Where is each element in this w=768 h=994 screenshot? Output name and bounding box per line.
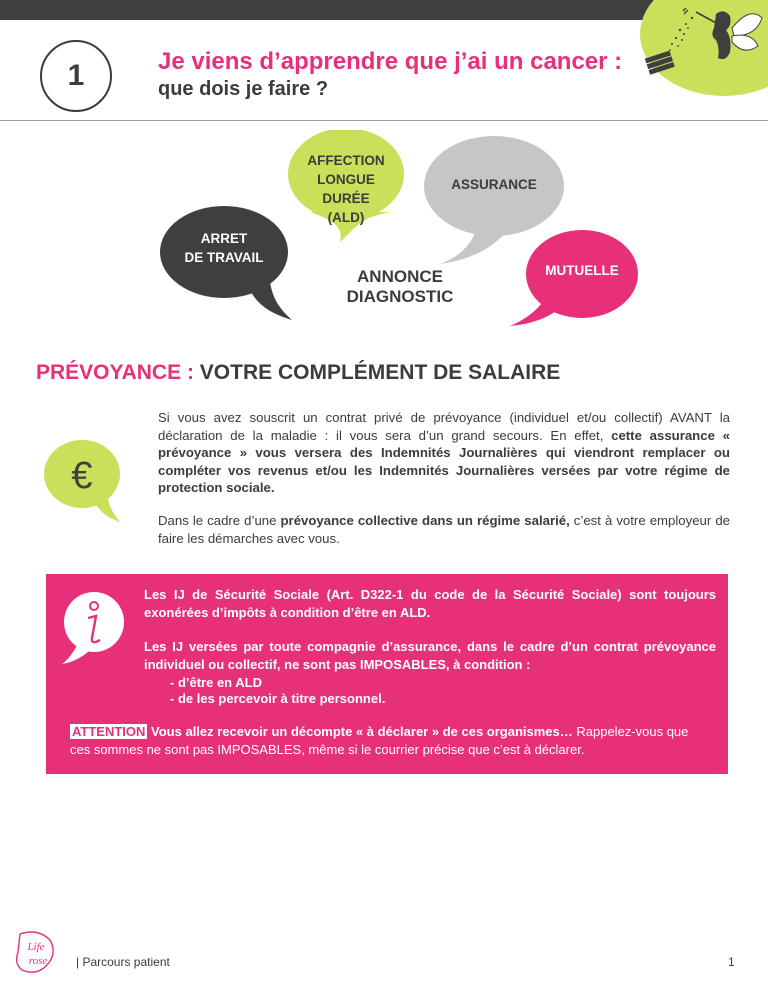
life-rose-logo [16,930,56,976]
attention-note [70,723,710,759]
p2-bold: prévoyance collective dans un régime salarié, [280,513,570,528]
attention-tag: ATTENTION [72,724,146,739]
section-title [36,361,560,385]
p1-text: Si vous avez souscrit un contrat privé de prévoyance (individuel et/ou collectif) AVANT la déclaration de la maladie : il vous sera d’un grand secours. En effet, [158,410,730,443]
bubble-ald [296,151,396,227]
info-paragraph-2: Les IJ versées par toute compagnie d’assurance, dans le cadre d’un contrat prévoyance individuel ou collectif, ne sont pas IMPOSABLES, à condition : [144,639,716,672]
euro-icon [36,430,132,526]
annonce-line-2: DIAGNOSTIC [346,287,454,306]
info-paragraph-1: Les IJ de Sécurité Sociale (Art. D322-1 du code de la Sécurité Sociale) sont toujours exonérées d’impôts à condition d’être en ALD. [144,587,716,620]
fairy-illustration [640,0,768,100]
section-title-dark: VOTRE COMPLÉMENT DE SALAIRE [199,361,561,384]
step-number: 1 [67,59,85,92]
logo-line-1: Life [27,941,45,953]
bubble-arret-travail [164,229,284,267]
p1-bold: cette assurance « prévoyance » vous versera des Indemnités Journalières qui viendront remplacer ou compléter vos revenus et/ou les Indemnités Journalières versées par votre régime de protection sociale. [158,427,730,495]
prevoyance-paragraph-1 [158,409,730,497]
attention-rest: Rappelez-vous que ces sommes ne sont pas IMPOSABLES, même si le courrier précise que c’est à déclarer. [70,724,689,757]
bubble-mutuelle: MUTUELLE [545,263,619,278]
bubble-arret-line-1: ARRET [200,231,248,246]
bubble-ald-line-2: LONGUE [317,172,375,187]
header-divider [0,120,768,121]
bubble-arret-line-2: DE TRAVAIL [184,250,264,265]
euro-symbol: € [71,455,93,497]
prevoyance-paragraph-2 [158,512,730,547]
page-subtitle: que dois je faire ? [158,78,329,100]
info-box [46,574,728,774]
annonce-diagnostic [330,267,470,307]
bubble-ald-line-3: DURÉE [322,191,370,206]
logo-line-2: rose [28,955,48,967]
speech-bubbles [0,130,768,330]
section-title-pink: PRÉVOYANCE : [36,361,194,384]
footer-label: | Parcours patient [76,955,170,969]
page-title: Je viens d’apprendre que j’ai un cancer : [158,48,623,75]
annonce-line-1: ANNONCE [357,267,443,286]
bubble-ald-line-1: AFFECTION [307,153,385,168]
p2-text-a: Dans le cadre d’une [158,513,281,528]
step-number-badge [40,40,112,112]
info-list-item-2: - de les percevoir à titre personnel. [170,691,386,706]
page-number: 1 [728,955,735,969]
attention-bold: Vous allez recevoir un décompte « à déclarer » de ces organismes… [147,724,573,739]
bubble-ald-line-4: (ALD) [327,210,365,225]
info-icon [58,588,128,668]
bubble-assurance: ASSURANCE [451,177,537,192]
p2-text-c: c’est à votre employeur de faire les démarches avec vous. [158,513,730,546]
info-list-item-1: - d’être en ALD [170,675,262,690]
